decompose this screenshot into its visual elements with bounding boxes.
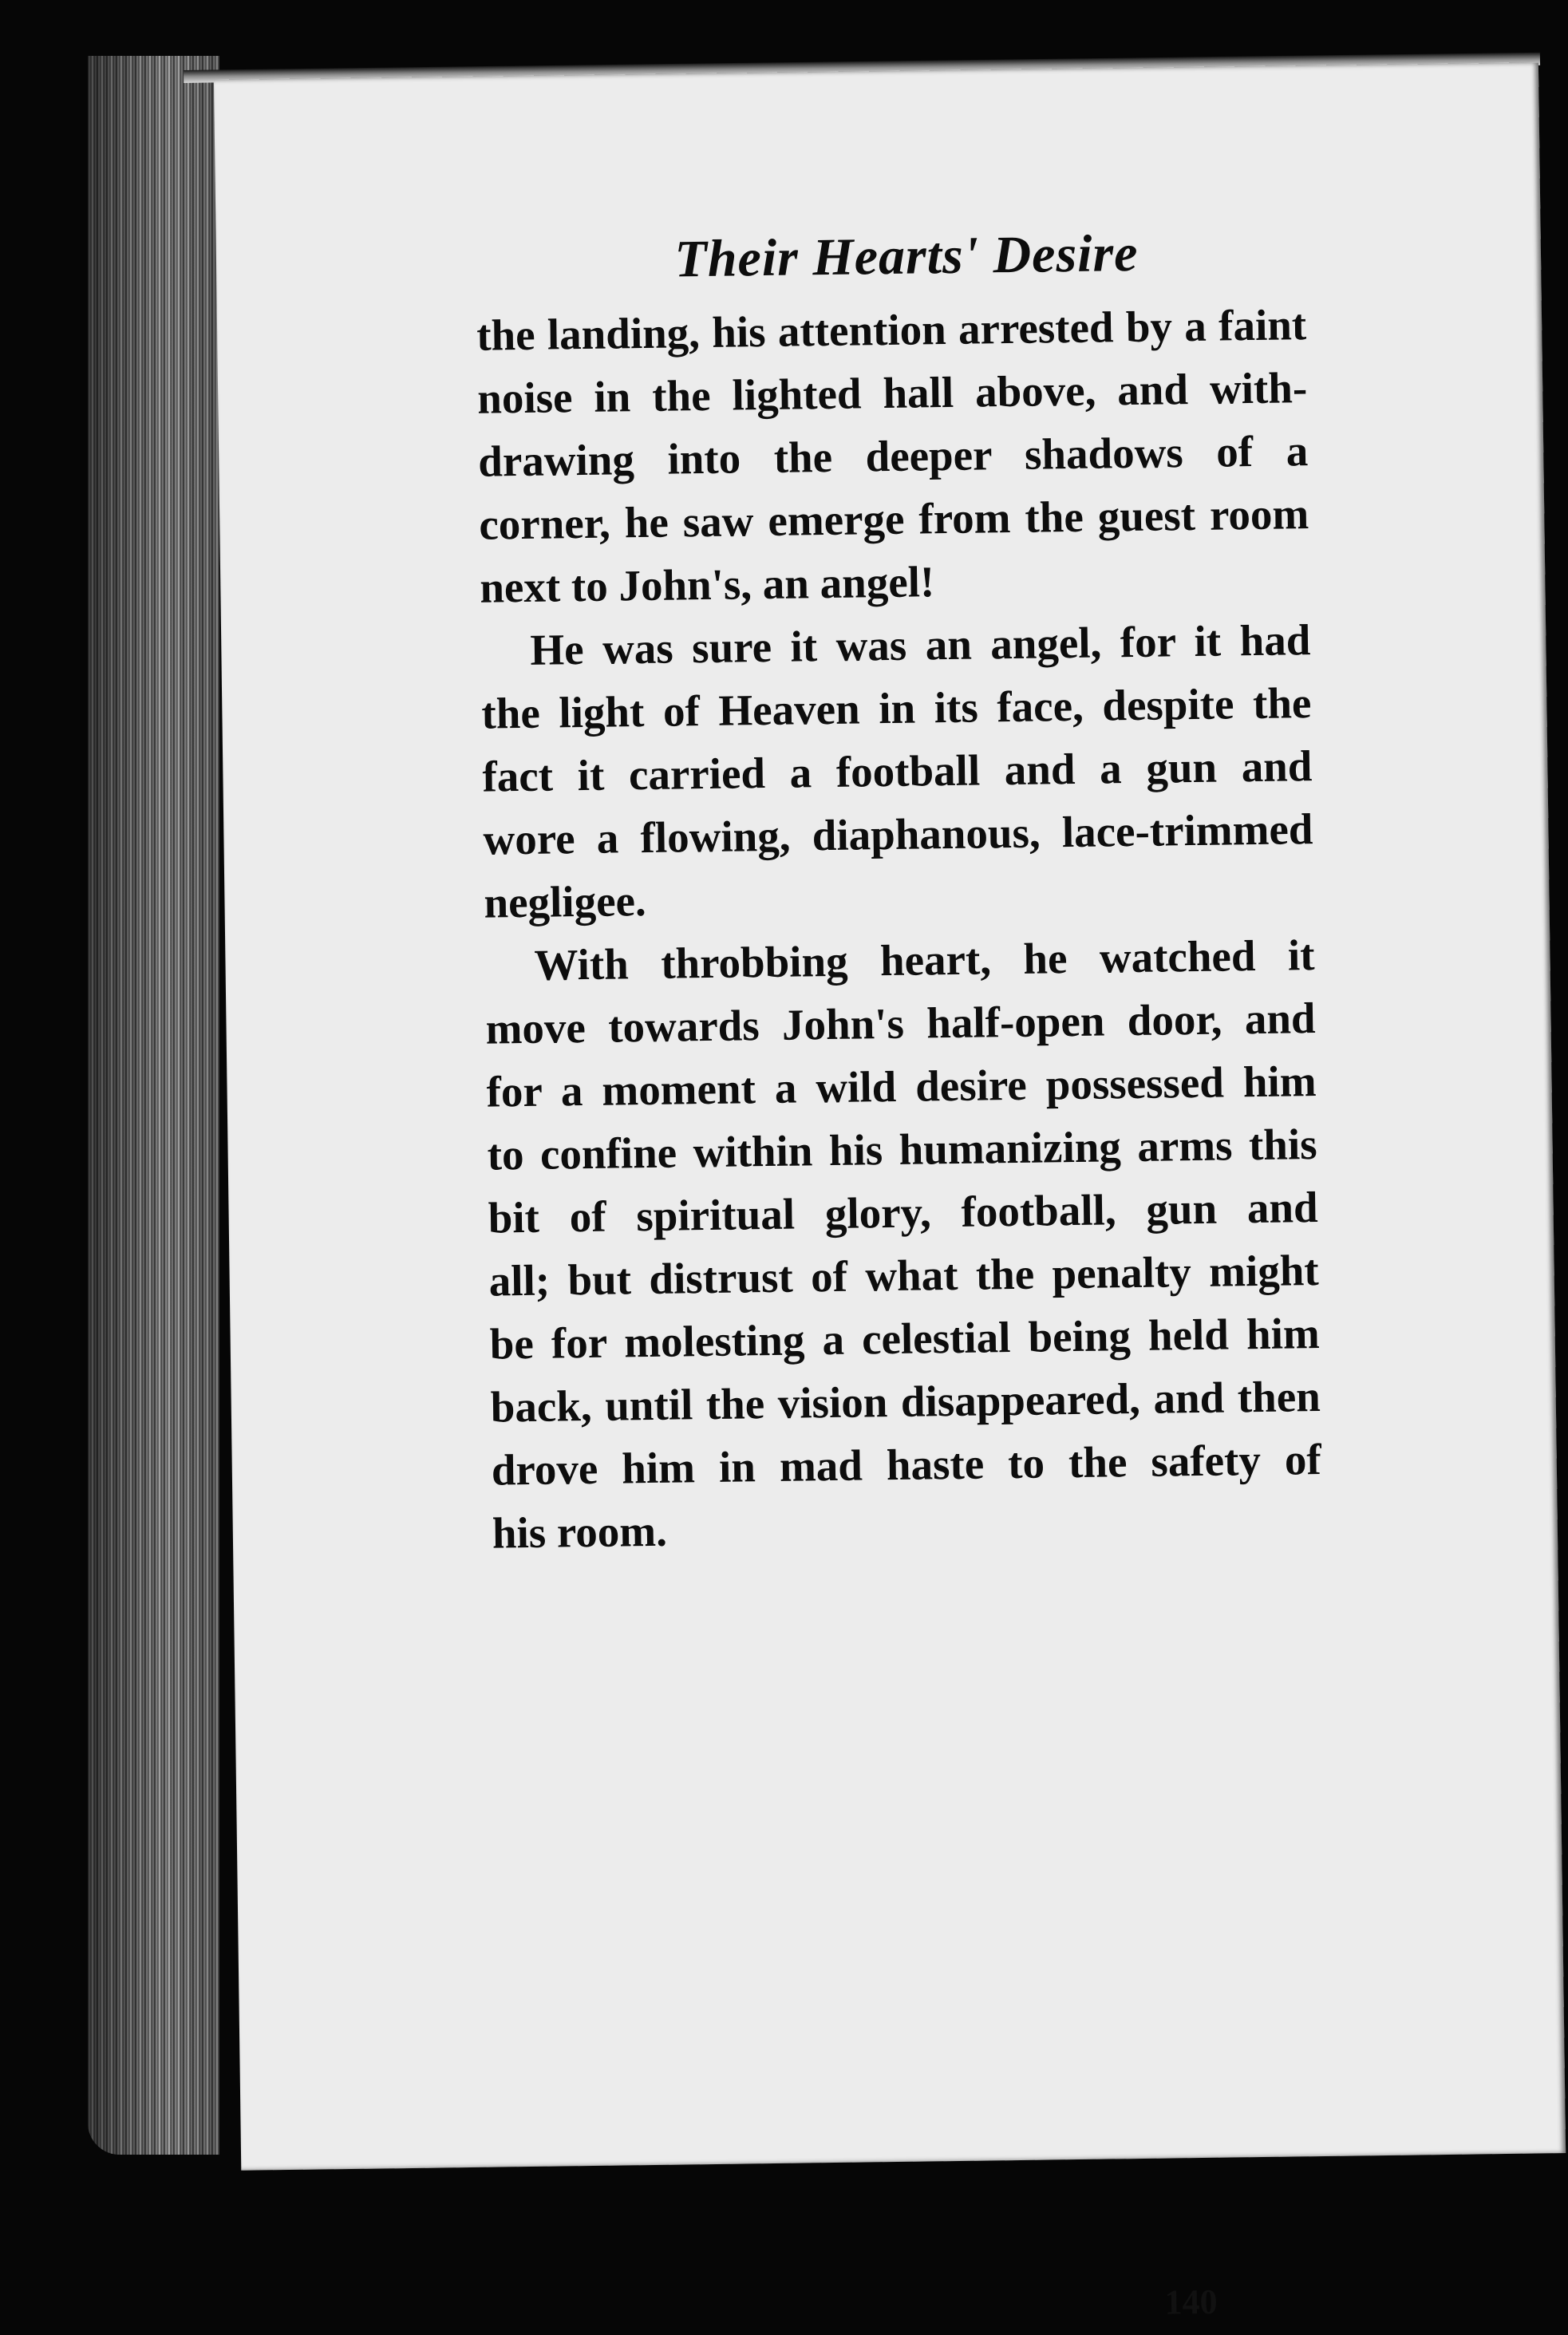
text-line: noise in the lighted hall above, and with- (476, 363, 1308, 423)
running-head: Their Hearts' Desire (674, 223, 1139, 289)
text-line: the light of Heaven in its face, despite the (481, 678, 1312, 738)
text-line: move towards John's half-open door, and (485, 994, 1316, 1053)
text-line: the landing, his attention arrested by a faint (476, 300, 1307, 360)
text-line: fact it carried a football and a gun and (482, 741, 1313, 801)
paragraph-3 (484, 923, 1370, 1564)
paragraph-2 (480, 607, 1362, 934)
text-line: wore a flowing, diaphanous, lace-trimmed (483, 804, 1313, 864)
text-line: negligee. (484, 876, 647, 927)
text-line: his room. (492, 1506, 668, 1558)
page-edges-shade (88, 56, 219, 2155)
text-line: all; but distrust of what the penalty might (488, 1246, 1320, 1306)
book-page (214, 62, 1566, 2322)
text-line: drove him in mad haste to the safety of (491, 1434, 1322, 1495)
text-line: bit of spiritual glory, football, gun and (488, 1183, 1319, 1243)
text-line: be for molesting a celestial being held him (489, 1308, 1321, 1369)
text-line: He was sure it was an angel, for it had (529, 615, 1311, 674)
text-line: With throbbing heart, he watched it (534, 930, 1315, 990)
text-line: for a moment a wild desire possessed him (486, 1057, 1317, 1116)
page-number: 140 (1164, 2282, 1218, 2322)
text-line: next to John's, an angel! (479, 557, 935, 612)
paragraph-1 (476, 292, 1358, 618)
text-line: back, until the vision disappeared, and then (490, 1371, 1321, 1432)
text-line: to confine within his humanizing arms this (487, 1120, 1317, 1179)
text-line: corner, he saw emerge from the guest room (478, 489, 1309, 549)
text-line: drawing into the deeper shadows of a (477, 426, 1309, 486)
page-text (476, 220, 1371, 1564)
